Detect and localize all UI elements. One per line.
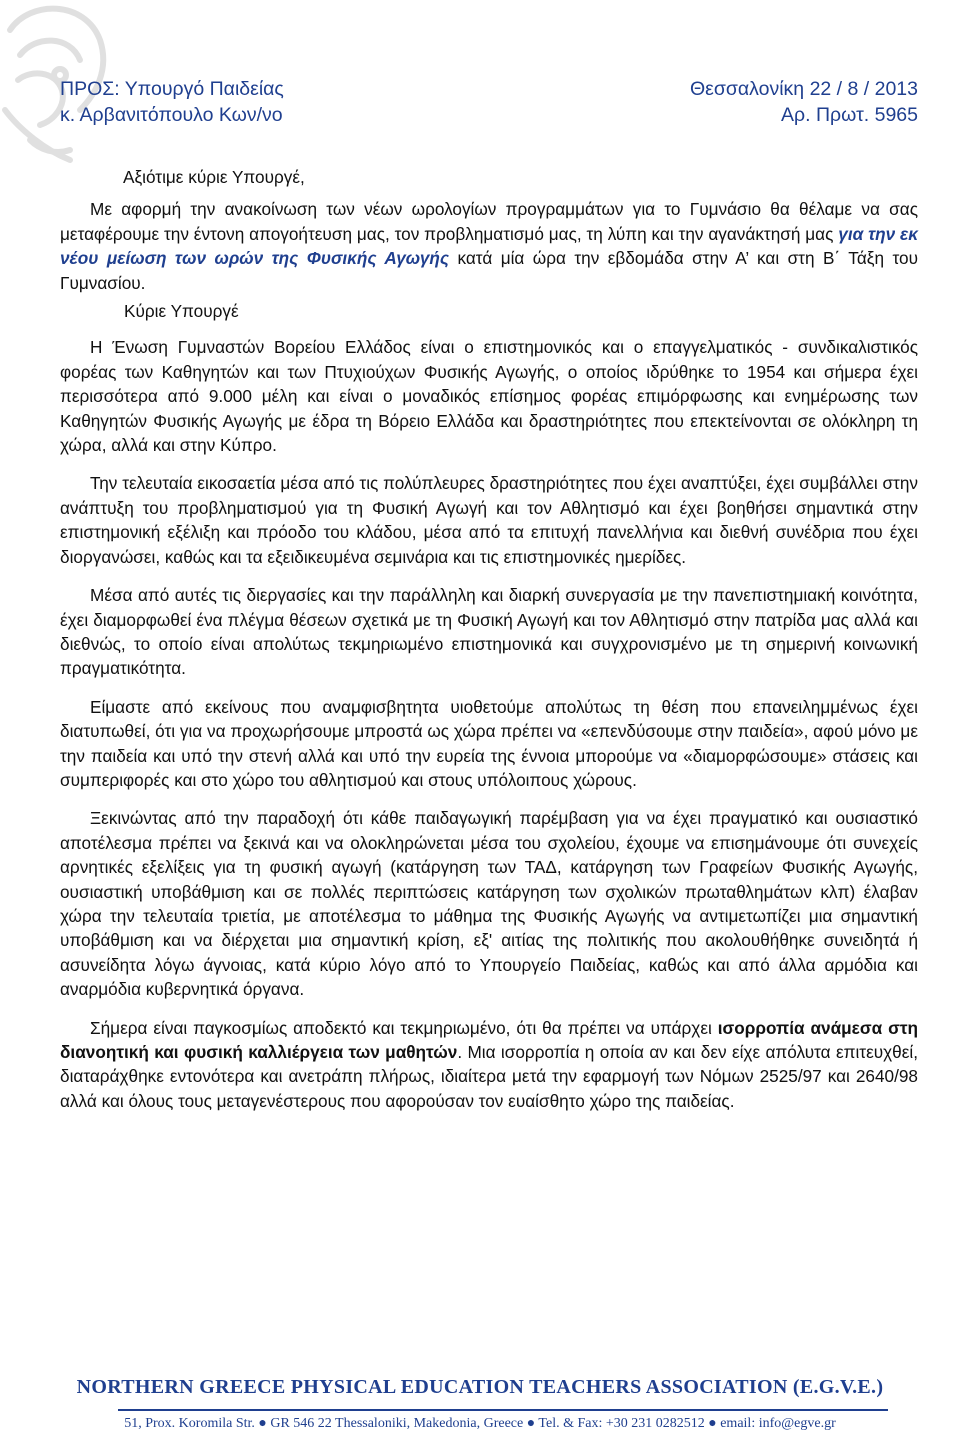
paragraph-association: Η Ένωση Γυμναστών Βορείου Ελλάδος είναι ο επιστημονικός και ο επαγγελματικός - συνδικαλιστικός φορέας των Καθηγητών και των Πτυχιούχων Φυσικής Αγωγής, ο οποίος ιδρύθηκε το 1954 και σήμερα έχει περισσότερα από 9.000 μέλη και είναι ο μοναδικός επίσημος φορέας επιμόρφωσης και ενημέρωσης των Καθηγητών Φυσικής Αγωγής με έδρα τη Βόρειο Ελλάδα και δραστηριότητες που επεκτείνονται σε ολόκληρη τη χώρα, αλλά και στην Κύπρο. [60,337,918,456]
place-date: Θεσσαλονίκη 22 / 8 / 2013 [689,78,918,100]
paragraph-balance [60,1016,918,1114]
protocol-number: Αρ. Πρωτ. 5965 [781,104,918,126]
paragraph-balance-emphasis: ισορροπία ανάμεσα στη διανοητική και φυσική καλλιέργεια των μαθητών [60,1017,918,1062]
paragraph-intro-end: κατά μία ώρα την εβδομάδα στην Α’ και στη Β΄ Τάξη του Γυμνασίου. [60,248,918,293]
paragraph-positions: Μέσα από αυτές τις διεργασίες και την παράλληλη και διαρκή συνεργασία με την πανεπιστημιακή κοινότητα, έχει διαμορφωθεί ένα πλέγμα θέσεων σχετικά με τη Φυσική Αγωγή και τον Αθλητισμό στην πατρίδα μας αλλά και διεθνώς, το οποίο είναι απολύτως τεκμηριωμένο επιστημονικά και συγχρονισμένο με τη σημερινή κοινωνική πραγματικότητα. [60,585,918,679]
paragraph-intro [60,197,918,295]
paragraph-balance-text: Σήμερα είναι παγκοσμίως αποδεκτό και τεκμηριωμένο, ότι θα πρέπει να υπάρχει [90,1017,718,1038]
paragraph-intro-emphasis: για την εκ νέου μείωση των ωρών της Φυσικής Αγωγής [60,223,918,269]
letter-header [60,76,918,128]
footer-divider [118,1409,888,1411]
paragraph-balance-end: . Μια ισορροπία η οποία αν και δεν είχε απόλυτα επιτευχθεί, διαταράχθηκε εντονότερα και ανετράπη πλήρως, ιδιαίτερα μετά την εφαρμογή των Νόμων 2525/97 και 2640/98 αλλά και όλους τους μεταγενέστερους που αφορούσαν τον ευαίσθητο χώρο της παιδείας. [60,1042,918,1111]
paragraph-history: Την τελευταία εικοσαετία μέσα από τις πολύπλευρες δραστηριότητες που έχει αναπτύξει, έχει συμβάλλει στην ανάπτυξη του προβληματισμού για τη Φυσική Αγωγή και τον Αθλητισμό και έχει βοηθήσει σημαντικά στην επιστημονική εξέλιξη και πρόοδο του κλάδου, μέσα από τα επιτυχή πανελλήνια και διεθνή συνέδρια που έχει διοργανώσει, καθώς και τα εξειδικευμένα σεμινάρια και τις επιστημονικές ημερίδες. [60,473,918,567]
footer-org-name: NORTHERN GREECE PHYSICAL EDUCATION TEACHERS ASSOCIATION (E.G.V.E.) [76,1376,884,1398]
recipient-name: κ. Αρβανιτόπουλο Κων/νο [60,104,283,126]
salutation: Αξιότιμε κύριε Υπουργέ, [123,167,305,187]
sub-salutation: Κύριε Υπουργέ [124,301,239,322]
paragraph-intro-text: Με αφορμή την ανακοίνωση των νέων ωρολογίων προγραμμάτων για το Γυμνάσιο θα θέλαμε να σας μεταφέρουμε την έντονη απογοήτευση μας, τον προβληματισμό μας, τη λύπη και την αγανάκτησή μας [60,199,918,244]
footer-address: 51, Prox. Koromila Str. ● GR 546 22 Thessaloniki, Makedonia, Greece ● Tel. & Fax: +30 231 0282512 ● email: info@egve.gr [124,1416,836,1431]
letter-body [60,165,918,1113]
paragraph-decline: Ξεκινώντας από την παραδοχή ότι κάθε παιδαγωγική παρέμβαση για να έχει πραγματικό και ουσιαστικό αποτέλεσμα πρέπει να ξεκινά και να ολοκληρώνεται μέσα του σχολείου, έχουμε να επισημάνουμε ότι συνεχείς αρνητικές εξελίξεις για τη φυσική αγωγή (κατάργηση των ΤΑΔ, κατάργηση των Γραφείων Φυσικής Αγωγής, ουσιαστική υποβάθμιση και σε πολλές περιπτώσεις κατάργηση των σχολικών πρωταθλημάτων κλπ) έλαβαν χώρα την τελευταία τριετία, με αποτέλεσμα το μάθημα της Φυσικής Αγωγής να αντιμετωπίζει μια σημαντική υποβάθμιση και να διέρχεται μια σημαντική κρίση, εξ' αιτίας της πολιτικής που ακολουθήθηκε συνειδητά ή ασυνείδητα λόγω άγνοιας, κατά κύριο λόγο από το Υπουργείο Παιδείας, καθώς και από άλλα αρμόδια και αναρμόδια κυβερνητικά όργανα. [60,808,918,1000]
recipient-to-line: ΠΡΟΣ: Υπουργό Παιδείας [60,78,284,100]
paragraph-education: Είμαστε από εκείνους που αναμφισβητητα υιοθετούμε απολύτως τη θέση που επανειλημμένως έχει διατυπωθεί, ότι για να προχωρήσουμε μπροστά ως χώρα πρέπει να «επενδύσουμε στην παιδεία», αφού μόνο με την παιδεία και υπό την στενή αλλά και υπό την ευρεία της έννοια μπορούμε να «διαμορφώσουμε» στάσεις και συμπεριφορές και στο χώρο του αθλητισμού και στους υπόλοιπους χώρους. [60,696,918,790]
